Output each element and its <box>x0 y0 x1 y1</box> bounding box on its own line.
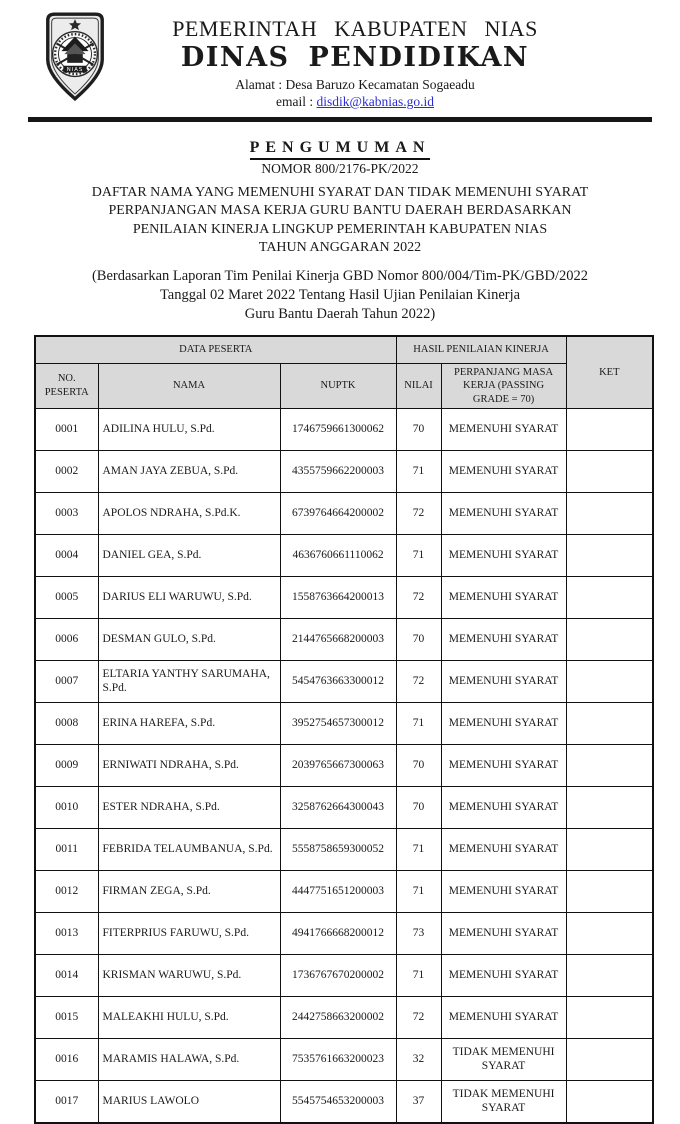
basis-line: (Berdasarkan Laporan Tim Penilai Kinerja GBD Nomor 800/004/Tim-PK/GBD/2022 <box>0 267 680 286</box>
cell-nilai: 71 <box>396 871 441 913</box>
cell-nama: FITERPRIUS FARUWU, S.Pd. <box>98 913 280 955</box>
table-row <box>35 451 653 493</box>
cell-nilai: 71 <box>396 451 441 493</box>
cell-nilai: 71 <box>396 829 441 871</box>
group-header-hasil-penilaian: HASIL PENILAIAN KINERJA <box>396 336 566 364</box>
cell-nuptk: 2039765667300063 <box>280 745 396 787</box>
cell-nama: ERINA HAREFA, S.Pd. <box>98 703 280 745</box>
cell-no-peserta: 0008 <box>35 703 98 745</box>
cell-nilai: 72 <box>396 661 441 703</box>
cell-nuptk: 2442758663200002 <box>280 997 396 1039</box>
cell-perpanjang-status: MEMENUHI SYARAT <box>441 703 566 745</box>
cell-nama: ERNIWATI NDRAHA, S.Pd. <box>98 745 280 787</box>
cell-nilai: 70 <box>396 787 441 829</box>
column-header-no-peserta: NO. PESERTA <box>35 363 98 409</box>
cell-no-peserta: 0015 <box>35 997 98 1039</box>
column-header-nilai: NILAI <box>396 363 441 409</box>
cell-nama: ESTER NDRAHA, S.Pd. <box>98 787 280 829</box>
cell-nama: ELTARIA YANTHY SARUMAHA, S.Pd. <box>98 661 280 703</box>
cell-nama: ADILINA HULU, S.Pd. <box>98 409 280 451</box>
cell-nilai: 37 <box>396 1081 441 1124</box>
announcement-heading <box>0 184 680 258</box>
cell-perpanjang-status: MEMENUHI SYARAT <box>441 871 566 913</box>
cell-nama: MALEAKHI HULU, S.Pd. <box>98 997 280 1039</box>
cell-ket <box>566 829 653 871</box>
cell-perpanjang-status: MEMENUHI SYARAT <box>441 577 566 619</box>
cell-ket <box>566 997 653 1039</box>
cell-ket <box>566 1039 653 1081</box>
seal-shield-icon <box>40 10 110 104</box>
cell-perpanjang-status: MEMENUHI SYARAT <box>441 913 566 955</box>
cell-perpanjang-status: MEMENUHI SYARAT <box>441 997 566 1039</box>
cell-nuptk: 6739764664200002 <box>280 493 396 535</box>
email-label: email : <box>276 94 317 109</box>
cell-no-peserta: 0005 <box>35 577 98 619</box>
results-table-head <box>35 336 653 409</box>
government-name: PEMERINTAH KABUPATEN NIAS <box>60 16 650 42</box>
cell-nilai: 32 <box>396 1039 441 1081</box>
table-row <box>35 871 653 913</box>
cell-perpanjang-status: MEMENUHI SYARAT <box>441 493 566 535</box>
cell-ket <box>566 871 653 913</box>
cell-nuptk: 3952754657300012 <box>280 703 396 745</box>
cell-nuptk: 3258762664300043 <box>280 787 396 829</box>
cell-perpanjang-status: MEMENUHI SYARAT <box>441 745 566 787</box>
seal-banner-text: NIAS <box>67 67 83 73</box>
heading-line: PENILAIAN KINERJA LINGKUP PEMERINTAH KABUPATEN NIAS <box>0 221 680 240</box>
table-row <box>35 1081 653 1124</box>
email-link[interactable]: disdik@kabnias.go.id <box>317 94 434 109</box>
table-row <box>35 829 653 871</box>
cell-nuptk: 5454763663300012 <box>280 661 396 703</box>
letterhead-divider <box>28 117 652 122</box>
basis-line: Guru Bantu Daerah Tahun 2022) <box>0 305 680 324</box>
cell-nilai: 72 <box>396 997 441 1039</box>
cell-perpanjang-status: MEMENUHI SYARAT <box>441 787 566 829</box>
heading-line: PERPANJANGAN MASA KERJA GURU BANTU DAERAH BERDASARKAN <box>0 202 680 221</box>
letterhead <box>0 0 680 122</box>
cell-nilai: 70 <box>396 619 441 661</box>
table-row <box>35 913 653 955</box>
cell-perpanjang-status: MEMENUHI SYARAT <box>441 829 566 871</box>
column-header-nuptk: NUPTK <box>280 363 396 409</box>
address-line: Alamat : Desa Baruzo Kecamatan Sogaeadu <box>60 77 650 93</box>
table-row <box>35 1039 653 1081</box>
cell-nuptk: 2144765668200003 <box>280 619 396 661</box>
cell-perpanjang-status: TIDAK MEMENUHI SYARAT <box>441 1081 566 1124</box>
cell-nilai: 71 <box>396 955 441 997</box>
cell-nuptk: 5558758659300052 <box>280 829 396 871</box>
cell-nama: MARIUS LAWOLO <box>98 1081 280 1124</box>
table-row <box>35 493 653 535</box>
cell-ket <box>566 451 653 493</box>
cell-nilai: 72 <box>396 577 441 619</box>
announcement-title: PENGUMUMAN <box>250 139 431 160</box>
cell-perpanjang-status: TIDAK MEMENUHI SYARAT <box>441 1039 566 1081</box>
cell-ket <box>566 745 653 787</box>
table-row <box>35 535 653 577</box>
cell-no-peserta: 0002 <box>35 451 98 493</box>
results-table <box>34 335 654 1124</box>
table-row <box>35 955 653 997</box>
cell-no-peserta: 0014 <box>35 955 98 997</box>
cell-nuptk: 1746759661300062 <box>280 409 396 451</box>
cell-no-peserta: 0016 <box>35 1039 98 1081</box>
cell-nama: FEBRIDA TELAUMBANUA, S.Pd. <box>98 829 280 871</box>
table-row <box>35 409 653 451</box>
basis-line: Tanggal 02 Maret 2022 Tentang Hasil Ujian Penilaian Kinerja <box>0 286 680 305</box>
cell-perpanjang-status: MEMENUHI SYARAT <box>441 409 566 451</box>
cell-nuptk: 5545754653200003 <box>280 1081 396 1124</box>
cell-ket <box>566 1081 653 1124</box>
cell-nuptk: 4355759662200003 <box>280 451 396 493</box>
announcement-header <box>0 122 680 324</box>
cell-nilai: 73 <box>396 913 441 955</box>
cell-nuptk: 7535761663200023 <box>280 1039 396 1081</box>
cell-nuptk: 4636760661110062 <box>280 535 396 577</box>
cell-nama: AMAN JAYA ZEBUA, S.Pd. <box>98 451 280 493</box>
results-table-body <box>35 409 653 1124</box>
cell-ket <box>566 703 653 745</box>
announcement-number: NOMOR 800/2176-PK/2022 <box>0 161 680 177</box>
table-row <box>35 619 653 661</box>
cell-ket <box>566 913 653 955</box>
cell-nama: DANIEL GEA, S.Pd. <box>98 535 280 577</box>
cell-nama: DARIUS ELI WARUWU, S.Pd. <box>98 577 280 619</box>
department-name: DINAS PENDIDIKAN <box>60 42 650 73</box>
cell-no-peserta: 0013 <box>35 913 98 955</box>
cell-ket <box>566 661 653 703</box>
cell-no-peserta: 0007 <box>35 661 98 703</box>
cell-perpanjang-status: MEMENUHI SYARAT <box>441 619 566 661</box>
cell-ket <box>566 619 653 661</box>
table-row <box>35 661 653 703</box>
cell-nama: MARAMIS HALAWA, S.Pd. <box>98 1039 280 1081</box>
cell-nuptk: 1558763664200013 <box>280 577 396 619</box>
cell-ket <box>566 409 653 451</box>
cell-ket <box>566 577 653 619</box>
cell-nilai: 72 <box>396 493 441 535</box>
cell-nuptk: 4447751651200003 <box>280 871 396 913</box>
cell-nilai: 70 <box>396 745 441 787</box>
cell-no-peserta: 0006 <box>35 619 98 661</box>
nias-regency-seal-logo <box>40 10 110 104</box>
cell-nama: KRISMAN WARUWU, S.Pd. <box>98 955 280 997</box>
table-row <box>35 787 653 829</box>
column-header-perpanjang: PERPANJANG MASA KERJA (PASSING GRADE = 70) <box>441 363 566 409</box>
cell-nuptk: 4941766668200012 <box>280 913 396 955</box>
cell-ket <box>566 535 653 577</box>
cell-nilai: 70 <box>396 409 441 451</box>
cell-no-peserta: 0010 <box>35 787 98 829</box>
table-row <box>35 703 653 745</box>
cell-ket <box>566 787 653 829</box>
cell-no-peserta: 0001 <box>35 409 98 451</box>
column-header-ket: KET <box>566 336 653 409</box>
cell-ket <box>566 955 653 997</box>
cell-perpanjang-status: MEMENUHI SYARAT <box>441 955 566 997</box>
cell-perpanjang-status: MEMENUHI SYARAT <box>441 535 566 577</box>
cell-nama: DESMAN GULO, S.Pd. <box>98 619 280 661</box>
group-header-data-peserta: DATA PESERTA <box>35 336 396 364</box>
cell-nuptk: 1736767670200002 <box>280 955 396 997</box>
cell-ket <box>566 493 653 535</box>
heading-line: TAHUN ANGGARAN 2022 <box>0 239 680 258</box>
cell-perpanjang-status: MEMENUHI SYARAT <box>441 451 566 493</box>
cell-no-peserta: 0017 <box>35 1081 98 1124</box>
announcement-basis <box>0 267 680 324</box>
table-row <box>35 745 653 787</box>
cell-no-peserta: 0003 <box>35 493 98 535</box>
cell-no-peserta: 0009 <box>35 745 98 787</box>
cell-perpanjang-status: MEMENUHI SYARAT <box>441 661 566 703</box>
cell-no-peserta: 0011 <box>35 829 98 871</box>
cell-no-peserta: 0012 <box>35 871 98 913</box>
heading-line: DAFTAR NAMA YANG MEMENUHI SYARAT DAN TIDAK MEMENUHI SYARAT <box>0 184 680 203</box>
cell-nama: APOLOS NDRAHA, S.Pd.K. <box>98 493 280 535</box>
cell-nama: FIRMAN ZEGA, S.Pd. <box>98 871 280 913</box>
column-header-nama: NAMA <box>98 363 280 409</box>
table-row <box>35 997 653 1039</box>
cell-nilai: 71 <box>396 535 441 577</box>
cell-no-peserta: 0004 <box>35 535 98 577</box>
cell-nilai: 71 <box>396 703 441 745</box>
email-line <box>60 93 650 110</box>
table-row <box>35 577 653 619</box>
